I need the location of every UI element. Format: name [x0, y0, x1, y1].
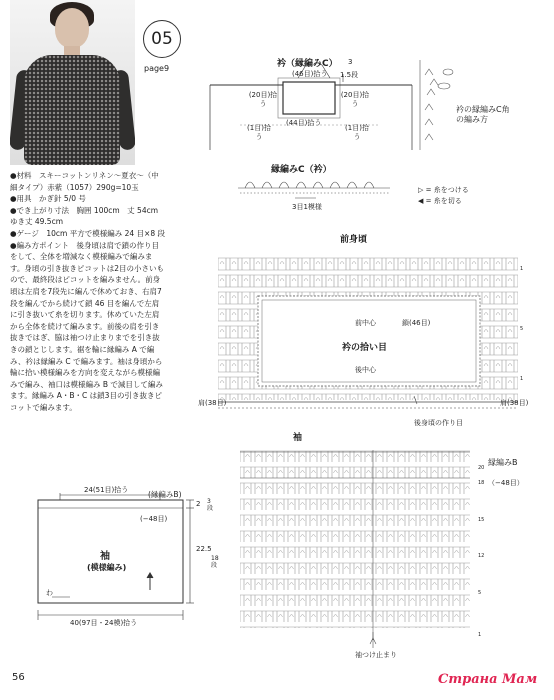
- sleeve-stop-label: 袖つけ止まり: [355, 651, 397, 659]
- sleeve-row-20: 20: [478, 465, 485, 471]
- collar-bottom-pickup: (44目)拾う: [286, 119, 322, 127]
- front-row-1-bottom: 1: [520, 376, 524, 382]
- collar-corner-right: (1目)拾う: [345, 124, 369, 141]
- collar-corner-left: (1目)拾う: [247, 124, 271, 141]
- sleeve-edging-b-label: 縁編みB: [488, 458, 518, 467]
- sleeve-schem-pattern: (模様編み): [87, 563, 127, 572]
- sleeve-dim-top-rows: 3段: [207, 498, 214, 512]
- collar-height-dim: 1.5段: [340, 71, 359, 79]
- points-line: ●編み方ポイント 後身頃は肩で鎖の作り目をして、全体を増減なく模様編みで編みます。身頃の引き抜きピコットは2目の小さいもので、最終段はピコットを編みません。前身頃は左肩を7段先に編んで休めておき、右肩7段を編んでから続けて鎖 46 目を編んで左肩に引き抜いて糸を切ります。休めていた左肩から全体を続けて編みます。前後の肩を引き抜きではぎ、脇は袖つけ止まりまでを引き抜きの鎖とじします。裾を輪に縁編み A で編み、衿は縁編み C で編みます。袖は身頃から輪に拾い模様編みを方向を変えながら模様編みで編み、袖口は模様編み B で減目して編みます。縁編み A・B・C は鎖3目の引き抜きピコットで編みます。: [10, 240, 165, 412]
- sleeve-chart-title: 袖: [293, 433, 303, 443]
- gauge-line: ●ゲージ 10cm 平方で模様編み 24 目×8 段: [10, 228, 166, 238]
- sleeve-row-15: 15: [478, 517, 485, 523]
- pattern-number-badge: 05: [143, 20, 181, 58]
- corner-detail-chart: [420, 60, 453, 150]
- sleeve-row-5: 5: [478, 590, 482, 596]
- sleeve-wa-label: わ: [46, 589, 53, 597]
- collar-height-rows: 3: [348, 58, 353, 66]
- legend-attach: ▷ = 糸をつける: [418, 186, 469, 194]
- edging-c-title: 縁編みC（衿）: [271, 165, 332, 175]
- front-body-title: 前身頃: [340, 235, 368, 245]
- shoulder-right-label: 肩(38目): [500, 399, 529, 407]
- sleeve-chart: [240, 450, 470, 648]
- collar-right-pickup: (20目)拾う: [340, 91, 370, 108]
- material-line: ●材料 スキーコットンリネン〜夏衣〜（中細タイプ）赤紫（1057）290g=10玉: [10, 171, 159, 192]
- shoulder-left-label: 肩(38目): [198, 399, 227, 407]
- sleeve-row-18: 18: [478, 480, 485, 486]
- sleeve-schem-minus: (−48目): [140, 515, 168, 523]
- sleeve-top-pickup: 24(51目)拾う: [84, 486, 129, 494]
- sleeve-row-1: 1: [478, 632, 482, 638]
- corner-note: 衿の縁編みC角の編み方: [456, 105, 510, 124]
- collar-title: 衿（縁編みC）: [277, 59, 338, 69]
- front-body-chart: [218, 255, 518, 408]
- sleeve-schem-edging-b: (縁編みB): [148, 490, 182, 499]
- sleeve-schematic: [38, 493, 194, 620]
- collar-pickup-label: 衿の拾い目: [342, 343, 388, 353]
- front-row-5: 5: [520, 326, 524, 332]
- sleeve-dim-main-cm: 22.5: [196, 545, 212, 553]
- sleeve-dim-main-rows: 18段: [211, 555, 219, 569]
- front-row-1-top: 1: [520, 266, 524, 272]
- page-number: 56: [12, 672, 25, 683]
- neck-chain-label: 鎖(46目): [402, 319, 431, 327]
- legend-cut: ◀ = 糸を切る: [418, 197, 462, 205]
- back-start-label: 後身頃の作り目: [414, 419, 463, 427]
- sleeve-dim-top-cm: 2: [196, 500, 201, 508]
- sleeve-schem-name: 袖: [100, 551, 110, 562]
- collar-left-pickup: (20目)拾う: [248, 91, 278, 108]
- sleeve-bottom-pickup: 40(97目・24模)拾う: [70, 619, 138, 627]
- collar-top-pickup: (46目)拾う: [292, 70, 328, 78]
- size-line: ●でき上がり寸法 胸囲 100cm 丈 54cm ゆき丈 49.5cm: [10, 205, 166, 227]
- sleeve-row-12: 12: [478, 553, 485, 559]
- page-reference: page9: [144, 64, 170, 73]
- edging-c-repeat: 3目1模様: [292, 203, 322, 211]
- sleeve-minus-48: （−48目）: [488, 479, 524, 487]
- site-watermark: Страна Мам: [438, 672, 538, 687]
- edging-c-chart: [238, 182, 390, 198]
- back-center-label: 後中心: [355, 366, 376, 374]
- tools-line: ●用具 かぎ針 5/0 号: [10, 194, 86, 204]
- front-center-label: 前中心: [355, 319, 376, 327]
